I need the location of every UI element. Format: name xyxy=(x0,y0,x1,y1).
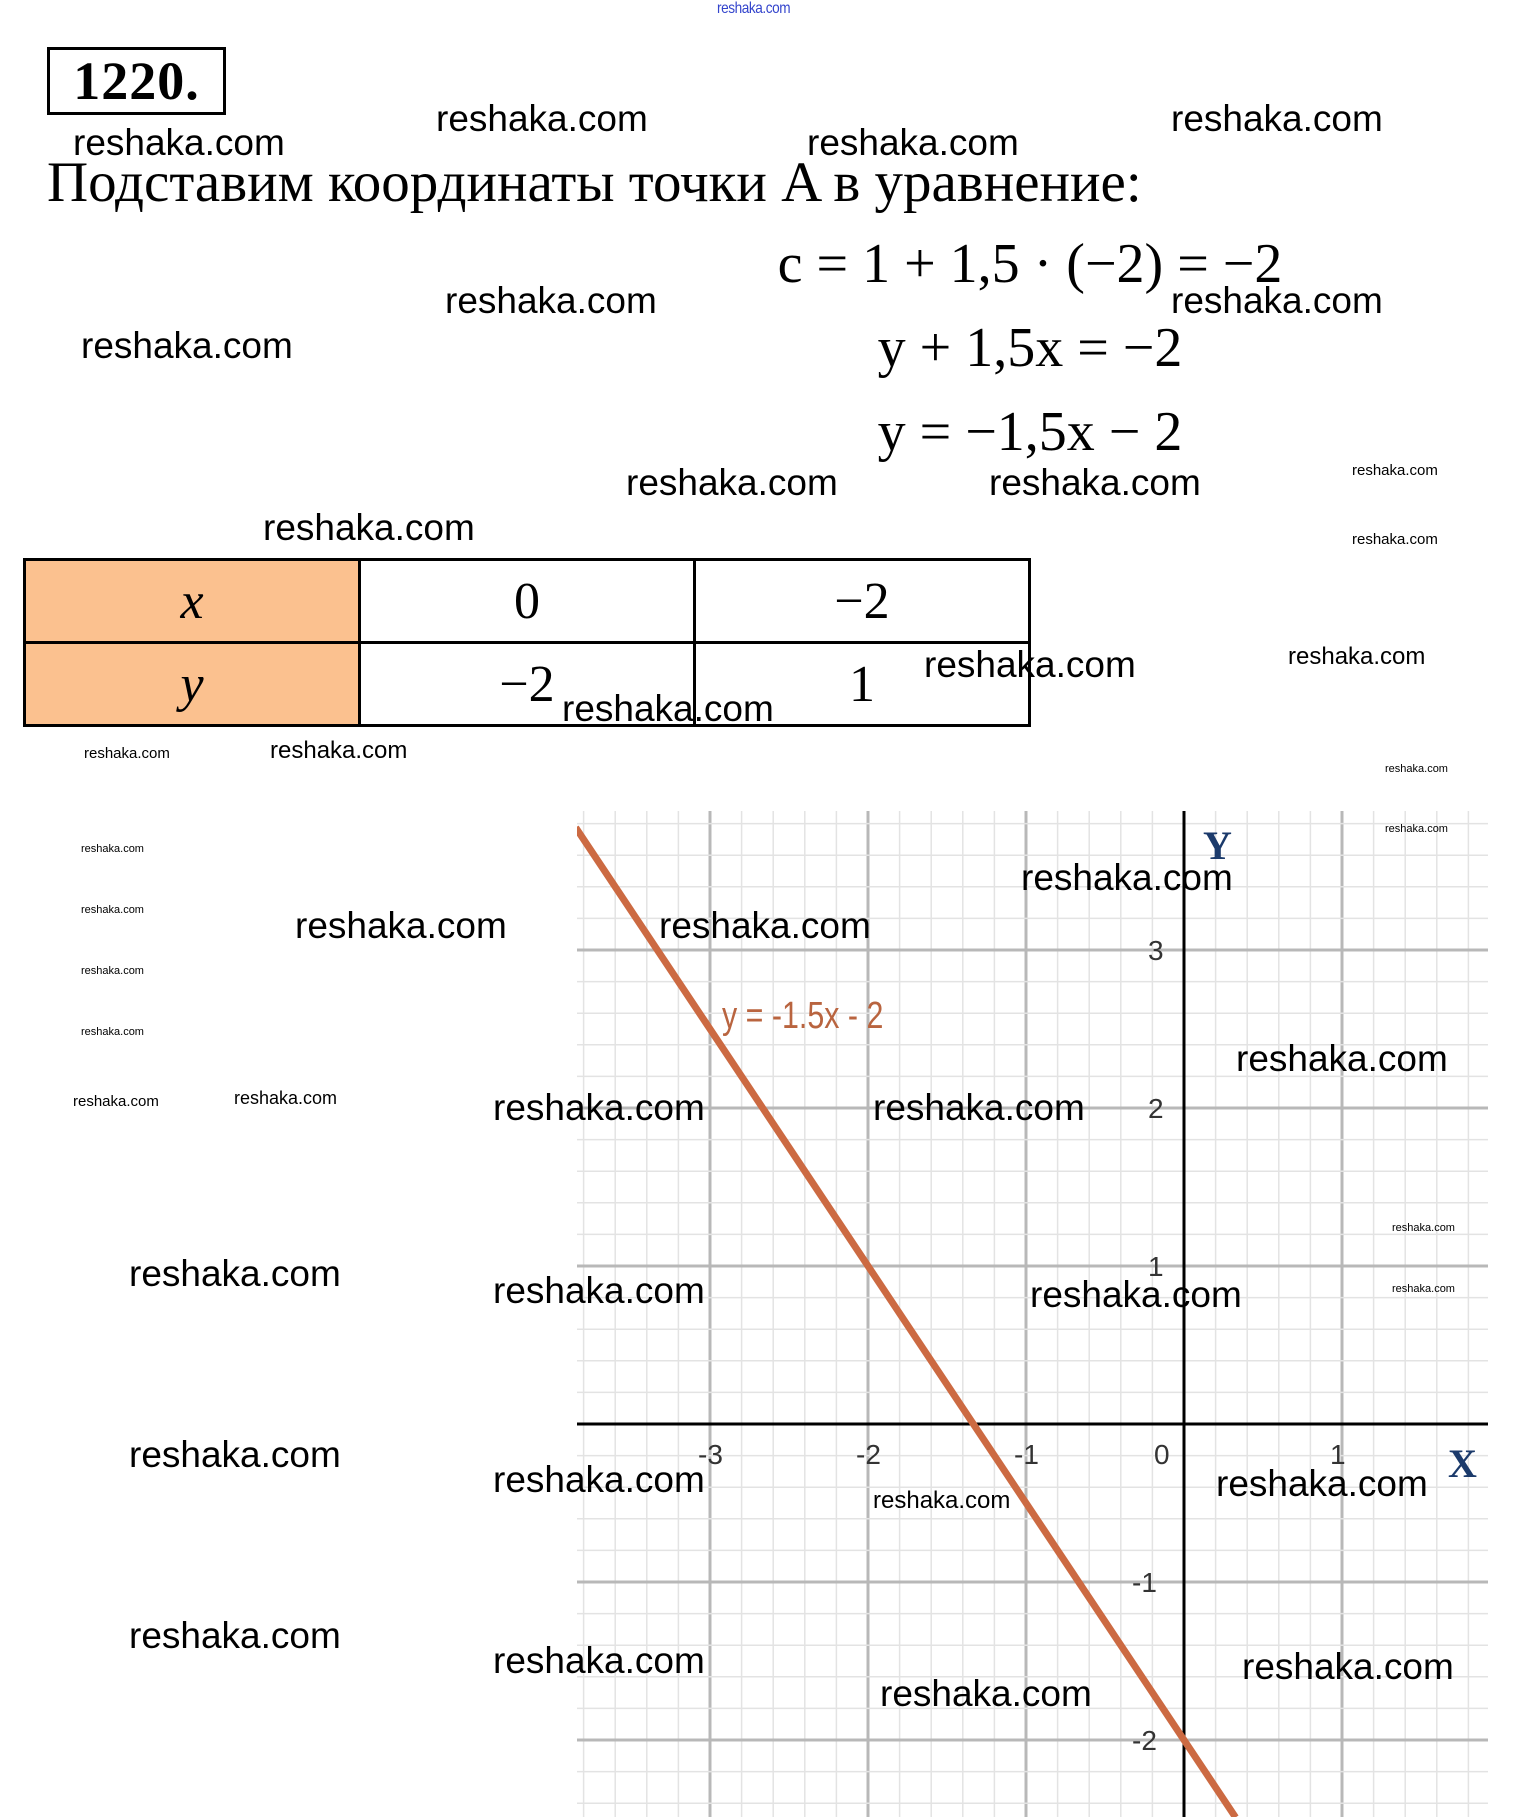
watermark: reshaka.com xyxy=(1216,1463,1428,1504)
watermark: reshaka.com xyxy=(807,122,1019,163)
watermark: reshaka.com xyxy=(493,1087,705,1128)
watermark: reshaka.com xyxy=(129,1615,341,1656)
watermark: reshaka.com xyxy=(1236,1038,1448,1079)
watermark: reshaka.com xyxy=(129,1434,341,1475)
watermark: reshaka.com xyxy=(445,280,657,321)
heading-text: Подставим координаты точки A в уравнение: xyxy=(47,151,1142,214)
y-tick-label: 1 xyxy=(1148,1251,1164,1282)
watermark: reshaka.com xyxy=(270,737,408,764)
site-link[interactable]: reshaka.com xyxy=(717,0,791,17)
watermark: reshaka.com xyxy=(1385,823,1448,835)
table-header-x: x xyxy=(25,560,360,643)
watermark: reshaka.com xyxy=(873,1487,1011,1514)
table-cell: 0 xyxy=(360,560,695,643)
table-cell: −2 xyxy=(360,643,695,726)
table-row xyxy=(25,643,1030,726)
watermark: reshaka.com xyxy=(626,462,838,503)
watermark: reshaka.com xyxy=(1021,857,1233,898)
watermark: reshaka.com xyxy=(493,1270,705,1311)
watermark: reshaka.com xyxy=(81,1026,144,1038)
x-tick-label: 1 xyxy=(1330,1439,1346,1470)
watermark: reshaka.com xyxy=(659,905,871,946)
function-label: y = -1.5x - 2 xyxy=(722,995,884,1037)
watermark: reshaka.com xyxy=(1171,280,1383,321)
watermark: reshaka.com xyxy=(81,843,144,855)
watermark: reshaka.com xyxy=(1352,531,1438,548)
watermark: reshaka.com xyxy=(73,1093,159,1110)
watermark: reshaka.com xyxy=(295,905,507,946)
watermark: reshaka.com xyxy=(1392,1283,1455,1295)
x-tick-label: 0 xyxy=(1154,1439,1170,1470)
y-tick-label: 3 xyxy=(1148,935,1164,966)
watermark: reshaka.com xyxy=(1288,643,1426,670)
watermark: reshaka.com xyxy=(989,462,1201,503)
y-tick-label: -1 xyxy=(1132,1567,1157,1598)
table-cell: −2 xyxy=(695,560,1030,643)
table-row xyxy=(25,560,1030,643)
watermark: reshaka.com xyxy=(1392,1222,1455,1234)
x-axis-label: X xyxy=(1448,1441,1477,1486)
watermark: reshaka.com xyxy=(81,965,144,977)
problem-number: 1220. xyxy=(47,47,226,115)
table-cell: 1 xyxy=(695,643,1030,726)
table-header-y: y xyxy=(25,643,360,726)
x-tick-label: -1 xyxy=(1014,1439,1039,1470)
watermark: reshaka.com xyxy=(436,98,648,139)
x-tick-label: -2 xyxy=(856,1439,881,1470)
watermark: reshaka.com xyxy=(1030,1274,1242,1315)
watermark: reshaka.com xyxy=(84,745,170,762)
watermark: reshaka.com xyxy=(562,688,774,729)
values-table xyxy=(23,558,1031,727)
watermark: reshaka.com xyxy=(873,1087,1085,1128)
watermark: reshaka.com xyxy=(81,325,293,366)
equation-result: y = −1,5x − 2 xyxy=(877,401,1183,463)
equation-c: c = 1 + 1,5 · (−2) = −2 xyxy=(777,233,1283,295)
watermark: reshaka.com xyxy=(924,644,1136,685)
y-tick-label: -2 xyxy=(1132,1725,1157,1756)
equation-substituted: y + 1,5x = −2 xyxy=(877,317,1183,379)
watermark: reshaka.com xyxy=(1352,462,1438,479)
watermark: reshaka.com xyxy=(1385,763,1448,775)
watermark: reshaka.com xyxy=(880,1673,1092,1714)
y-axis-label: Y xyxy=(1203,823,1232,868)
watermark: reshaka.com xyxy=(493,1640,705,1681)
watermark: reshaka.com xyxy=(493,1459,705,1500)
watermark: reshaka.com xyxy=(1171,98,1383,139)
watermark: reshaka.com xyxy=(129,1253,341,1294)
y-tick-label: 2 xyxy=(1148,1093,1164,1124)
watermark: reshaka.com xyxy=(263,507,475,548)
watermark: reshaka.com xyxy=(1242,1646,1454,1687)
watermark: reshaka.com xyxy=(73,122,285,163)
watermark: reshaka.com xyxy=(234,1088,338,1108)
x-tick-label: -3 xyxy=(698,1439,723,1470)
watermark: reshaka.com xyxy=(81,904,144,916)
